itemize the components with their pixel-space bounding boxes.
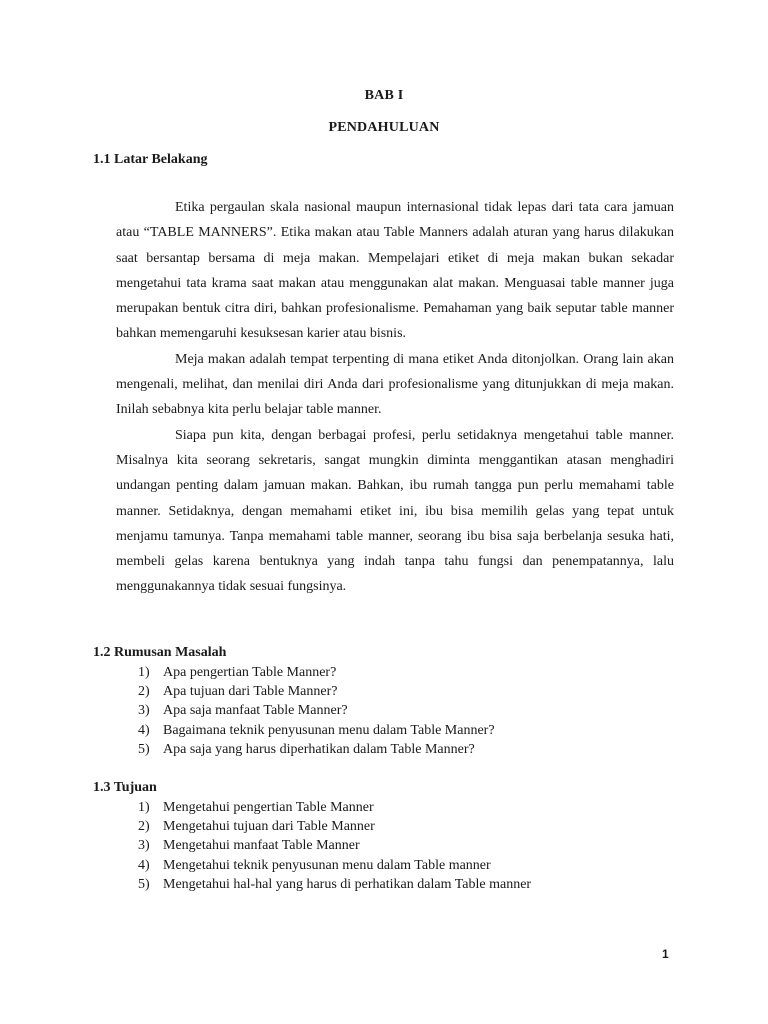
section-heading-rumusan-masalah: 1.2 Rumusan Masalah	[93, 645, 227, 660]
list-number: 2)	[138, 819, 150, 835]
list-item-text: Mengetahui hal-hal yang harus di perhatikan dalam Table manner	[163, 876, 532, 892]
list-number: 3)	[138, 838, 150, 854]
list-number: 2)	[138, 684, 150, 700]
list-number: 4)	[138, 857, 150, 873]
list-item	[138, 875, 531, 894]
list-item	[138, 701, 495, 720]
list-item-text: Mengetahui tujuan dari Table Manner	[163, 819, 375, 835]
chapter-label: BAB I	[364, 88, 404, 103]
paragraph: Meja makan adalah tempat terpenting di mana etiket Anda ditonjolkan. Orang lain akan mengenali, melihat, dan menilai diri Anda dari profesionalisme yang ditunjukkan di meja makan. Inilah sebabnya kita perlu belajar table manner.	[116, 351, 674, 418]
list-item-text: Bagaimana teknik penyusunan menu dalam Table Manner?	[163, 722, 495, 738]
list-number: 1)	[138, 665, 150, 680]
problem-list	[138, 663, 495, 759]
list-number: 3)	[138, 703, 150, 719]
list-item	[138, 682, 495, 701]
paragraph: Siapa pun kita, dengan berbagai profesi, perlu setidaknya mengetahui table manner. Misalnya kita seorang sekretaris, sangat mungkin diminta menggantikan atasan menghadiri undangan penting dalam jamuan makan. Bahkan, ibu rumah tangga pun perlu memahami table manner. Setidaknya, dengan memahami etiket ini, ibu bisa memilih gelas yang tepat untuk menjamu tamunya. Tanpa memahami table manner, seorang ibu bisa saja berbelanja sesuka hati, membeli gelas karena bentuknya yang indah tanpa tahu fungsi dan penempatannya, lalu menggunakannya tidak sesuai fungsinya.	[116, 427, 674, 595]
section-heading-latar-belakang: 1.1 Latar Belakang	[93, 152, 208, 167]
list-item-text: Mengetahui pengertian Table Manner	[163, 800, 374, 815]
list-item	[138, 798, 531, 817]
list-item	[138, 721, 495, 740]
list-item-text: Apa saja yang harus diperhatikan dalam Table Manner?	[163, 741, 475, 757]
list-item	[138, 836, 531, 855]
list-item-text: Mengetahui teknik penyusunan menu dalam Table manner	[163, 857, 491, 873]
list-item-text: Apa saja manfaat Table Manner?	[163, 703, 348, 719]
page-number: 1	[662, 947, 669, 961]
list-item-text: Mengetahui manfaat Table Manner	[163, 838, 360, 854]
list-item	[138, 817, 531, 836]
background-body	[116, 195, 674, 600]
list-item	[138, 856, 531, 875]
list-number: 1)	[138, 800, 150, 815]
list-number: 4)	[138, 722, 150, 738]
list-number: 5)	[138, 741, 150, 757]
list-item	[138, 663, 495, 682]
section-heading-tujuan: 1.3 Tujuan	[93, 780, 157, 795]
list-item-text: Apa pengertian Table Manner?	[163, 665, 337, 680]
paragraph: Etika pergaulan skala nasional maupun internasional tidak lepas dari tata cara jamuan atau “TABLE MANNERS”. Etika makan atau Table Manners adalah aturan yang harus dilakukan saat bersantap bersama di meja makan. Mempelajari etiket di meja makan bukan sekadar mengetahui tata krama saat makan atau menggunakan alat makan. Menguasai table manner juga merupakan bentuk citra diri, bahkan profesionalisme. Pemahaman yang baik seputar table manner bahkan memengaruhi kesuksesan karier atau bisnis.	[116, 200, 674, 342]
list-number: 5)	[138, 876, 150, 892]
list-item-text: Apa tujuan dari Table Manner?	[163, 684, 338, 700]
list-item	[138, 740, 495, 759]
objective-list	[138, 798, 531, 894]
chapter-title: PENDAHULUAN	[328, 120, 440, 135]
